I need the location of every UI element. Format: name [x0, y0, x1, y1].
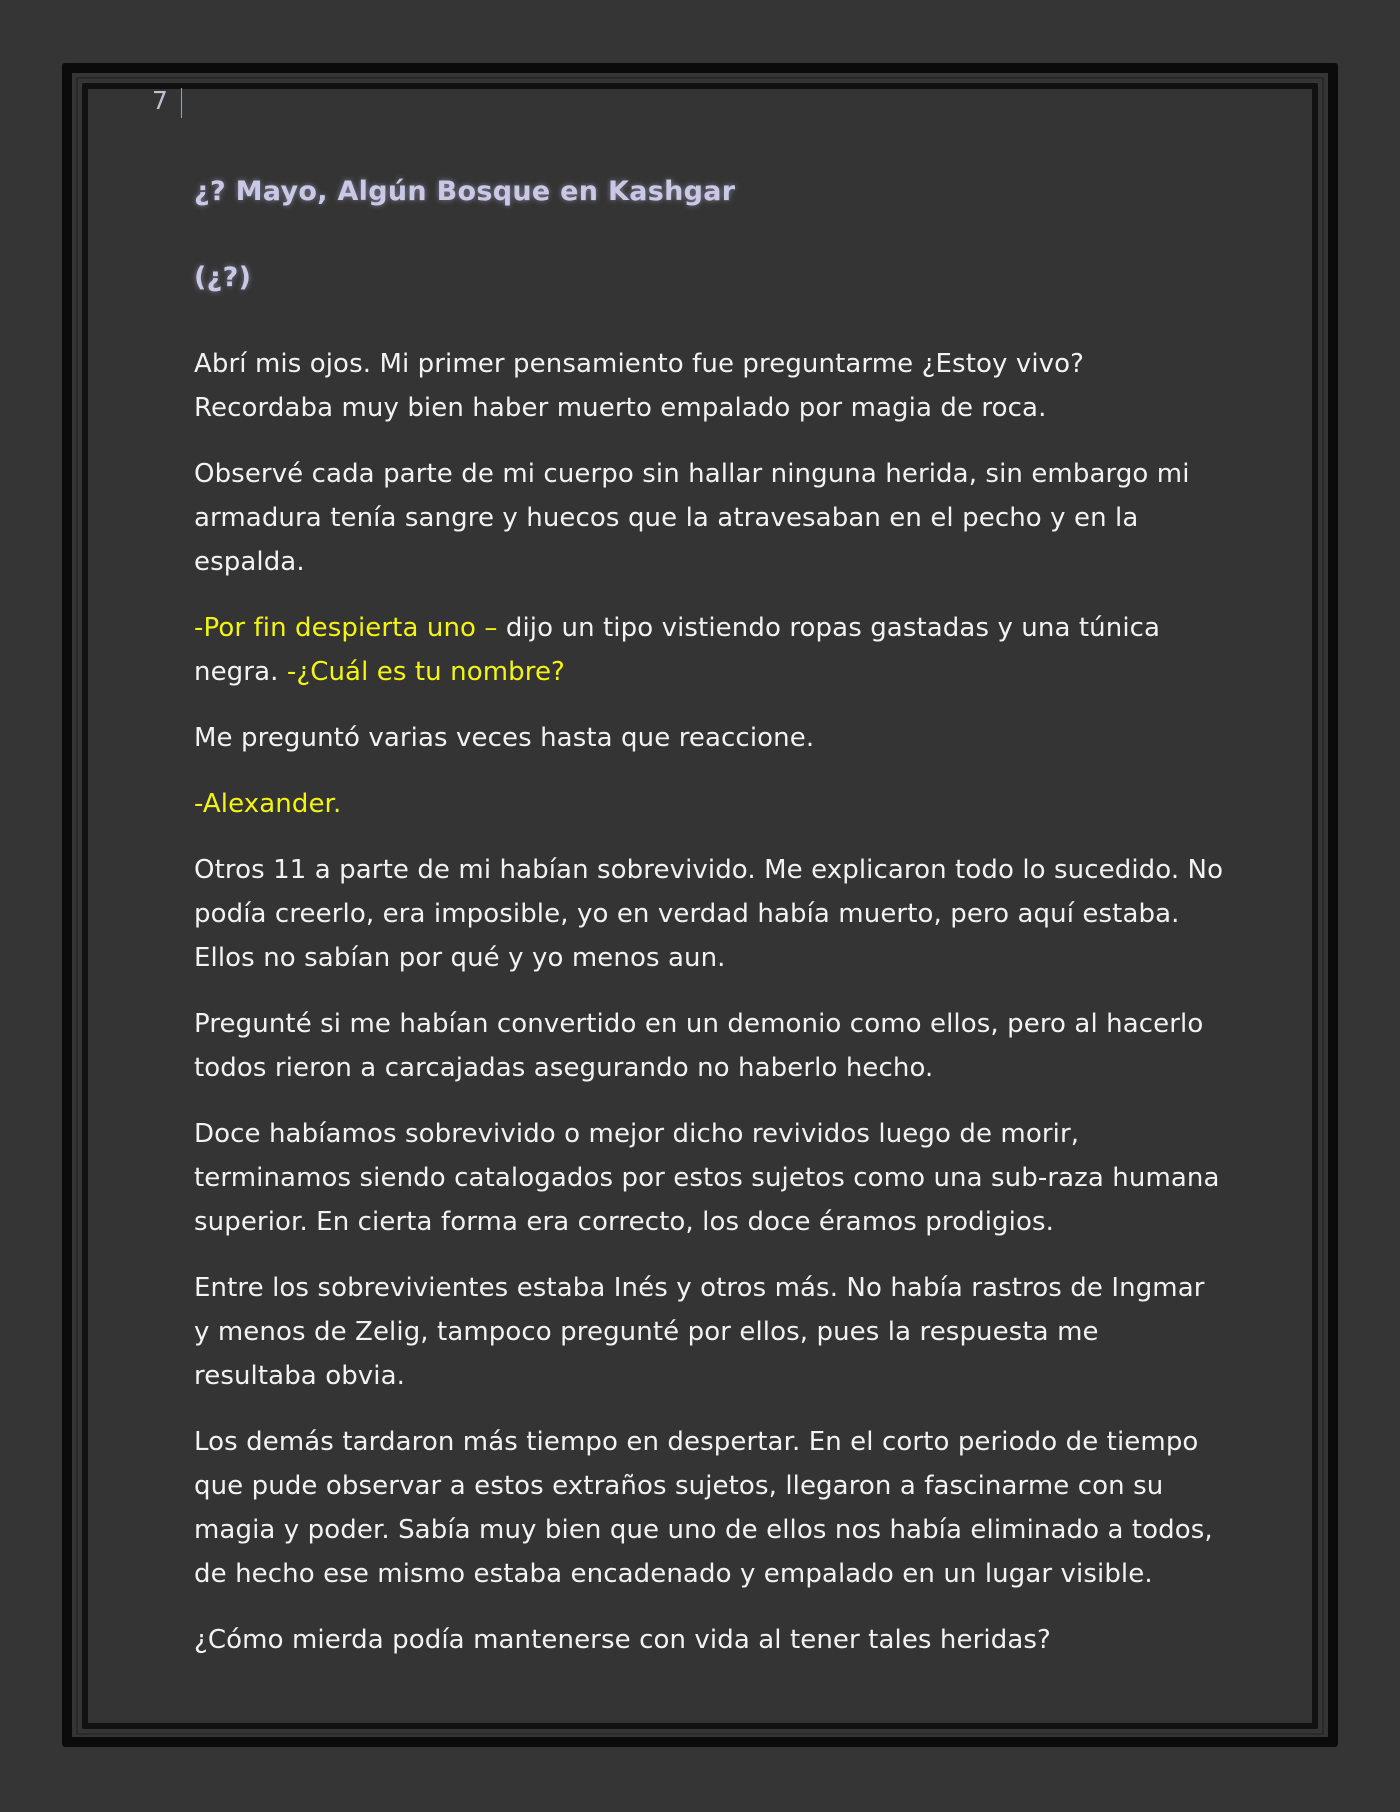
- paragraph-dialog: [194, 606, 1224, 694]
- chapter-date-location: ¿? Mayo, Algún Bosque en Kashgar: [194, 176, 736, 207]
- paragraph: Abrí mis ojos. Mi primer pensamiento fue preguntarme ¿Estoy vivo? Recordaba muy bien haber muerto empalado por magia de roca.: [194, 349, 1085, 423]
- paragraph: ¿Cómo mierda podía mantenerse con vida al tener tales heridas?: [194, 1625, 1051, 1655]
- paragraph: Doce habíamos sobrevivido o mejor dicho revividos luego de morir, terminamos siendo catalogados por estos sujetos como una sub-raza humana superior. En cierta forma era correcto, los doce éramos prodigios.: [194, 1119, 1220, 1237]
- page-content: [194, 172, 1224, 1684]
- page-number: 7: [152, 86, 168, 115]
- text-cursor: [181, 88, 182, 118]
- dialog-line: -Por fin despierta uno –: [194, 613, 498, 643]
- paragraph: Pregunté si me habían convertido en un demonio como ellos, pero al hacerlo todos rieron a carcajadas asegurando no haberlo hecho.: [194, 1009, 1204, 1083]
- chapter-speaker: (¿?): [194, 262, 252, 293]
- paragraph: Otros 11 a parte de mi habían sobrevivido. Me explicaron todo lo sucedido. No podía creerlo, era imposible, yo en verdad había muerto, pero aquí estaba. Ellos no sabían por qué y yo menos aun.: [194, 855, 1224, 973]
- paragraph: Entre los sobrevivientes estaba Inés y otros más. No había rastros de Ingmar y menos de Zelig, tampoco pregunté por ellos, pues la respuesta me resultaba obvia.: [194, 1273, 1205, 1391]
- paragraph: Me preguntó varias veces hasta que reaccione.: [194, 723, 815, 753]
- dialog-line: -Alexander.: [194, 789, 342, 819]
- paragraph: Observé cada parte de mi cuerpo sin hallar ninguna herida, sin embargo mi armadura tenía sangre y huecos que la atravesaban en el pecho y en la espalda.: [194, 459, 1190, 577]
- narration-text: dijo un tipo vistiendo ropas gastadas y una túnica negra.: [194, 613, 1161, 687]
- paragraph: Los demás tardaron más tiempo en despertar. En el corto periodo de tiempo que pude observar a estos extraños sujetos, llegaron a fascinarme con su magia y poder. Sabía muy bien que uno de ellos nos había eliminado a todos, de hecho ese mismo estaba encadenado y empalado en un lugar visible.: [194, 1427, 1213, 1589]
- dialog-line: -¿Cuál es tu nombre?: [286, 657, 565, 687]
